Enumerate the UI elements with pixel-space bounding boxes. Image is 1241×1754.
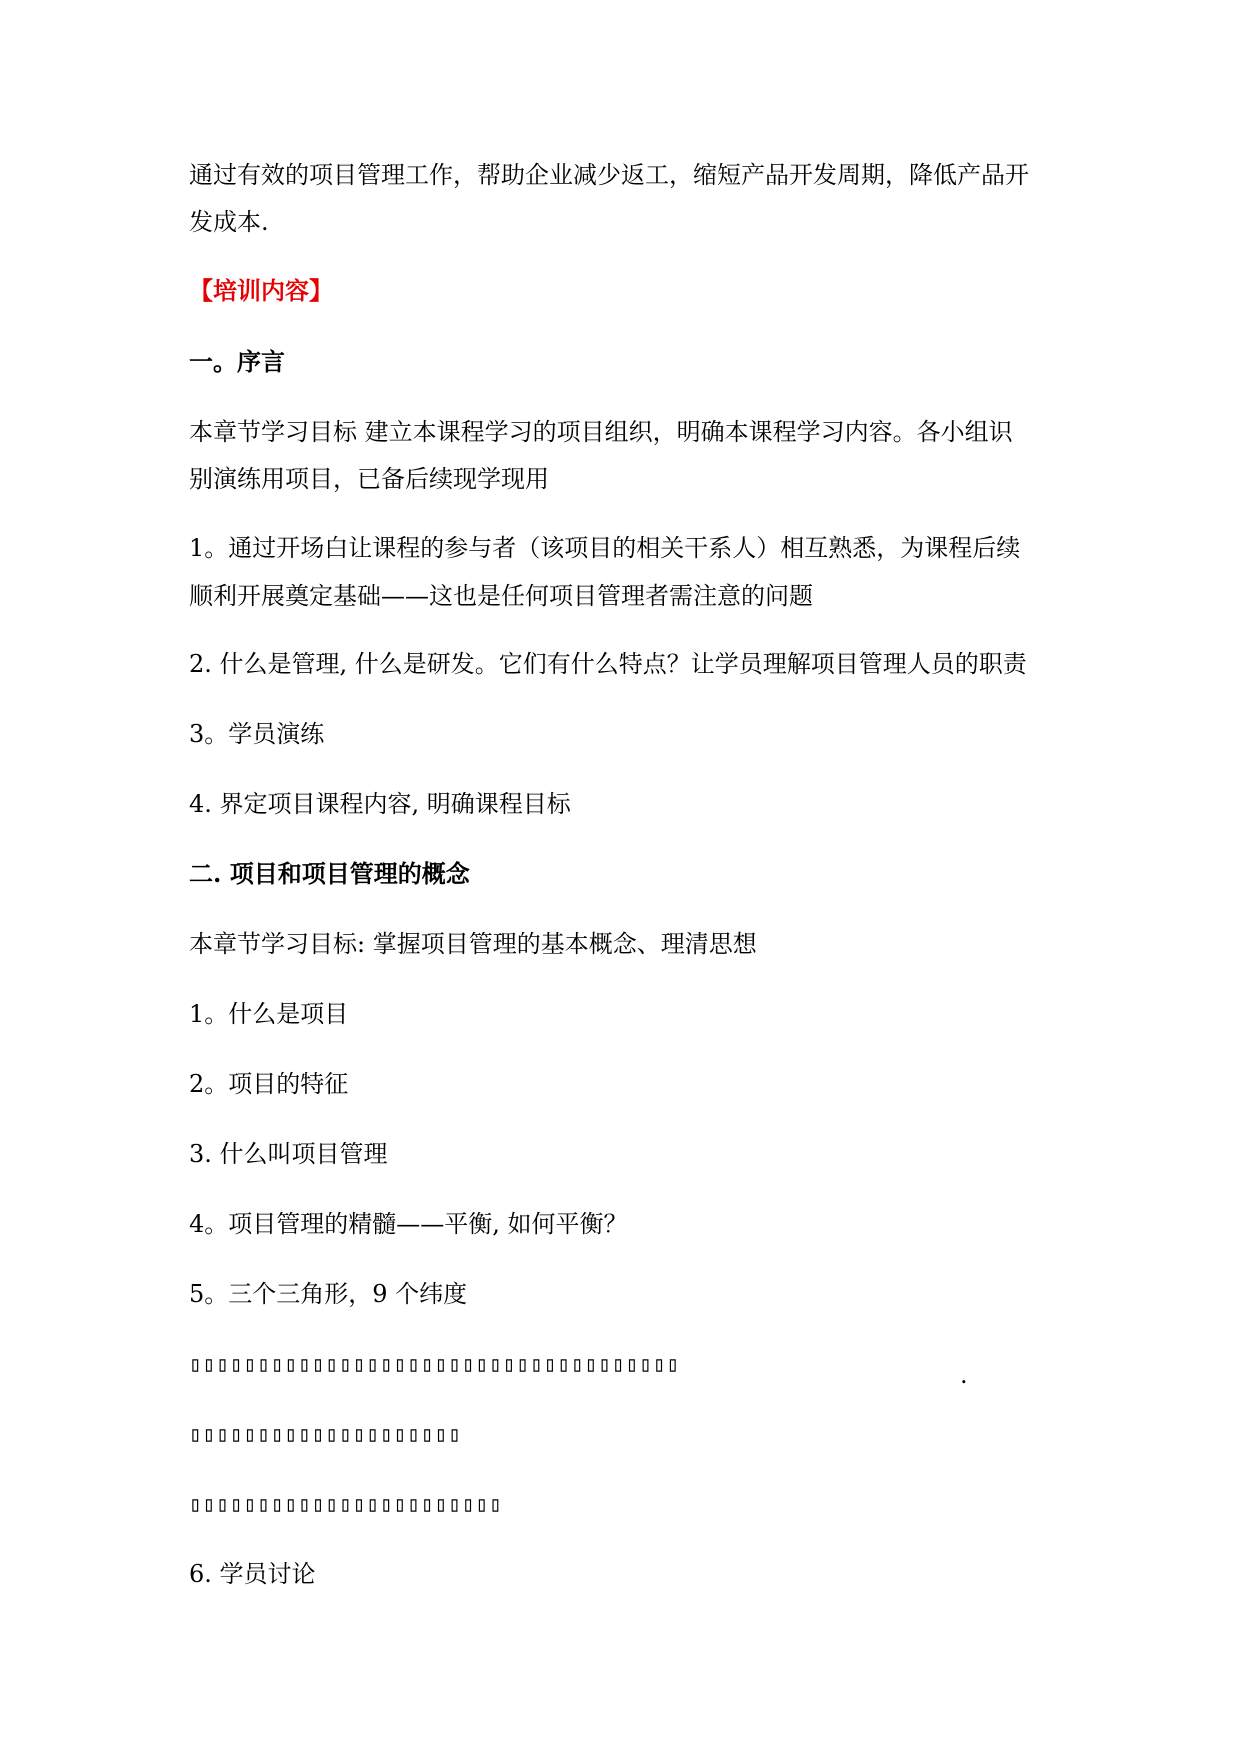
section-2-objective: 本章节学习目标: 掌握项目管理的基本概念、理清思想 (189, 930, 757, 958)
garbled-line-1-period: . (960, 1361, 968, 1389)
garbled-text-line-3: ▯▯▯▯▯▯▯▯▯▯▯▯▯▯▯▯▯▯▯▯▯▯▯ (189, 1492, 503, 1516)
section-2-item-6: 6. 学员讨论 (189, 1560, 316, 1588)
garbled-text-line-1: ▯▯▯▯▯▯▯▯▯▯▯▯▯▯▯▯▯▯▯▯▯▯▯▯▯▯▯▯▯▯▯▯▯▯▯▯ (189, 1352, 681, 1376)
section-1-objective-line-2: 别演练用项目，已备后续现学现用 (189, 465, 549, 493)
section-2-title: 二. 项目和项目管理的概念 (189, 859, 470, 888)
section-1-item-3: 3。学员演练 (189, 720, 325, 748)
section-2-item-5: 5。三个三角形，9 个纬度 (189, 1280, 468, 1308)
section-1-item-1-line-2: 顺利开展奠定基础——这也是任何项目管理者需注意的问题 (189, 582, 813, 610)
section-2-item-2: 2。项目的特征 (189, 1070, 349, 1098)
section-1-objective-line-1: 本章节学习目标 建立本课程学习的项目组织，明确本课程学习内容。各小组识 (189, 418, 1013, 446)
section-2-item-3: 3. 什么叫项目管理 (189, 1140, 388, 1168)
section-1-item-2: 2. 什么是管理, 什么是研发。它们有什么特点？让学员理解项目管理人员的职责 (189, 650, 1027, 678)
garbled-text-line-2: ▯▯▯▯▯▯▯▯▯▯▯▯▯▯▯▯▯▯▯▯ (189, 1422, 462, 1446)
intro-line-1: 通过有效的项目管理工作，帮助企业减少返工，缩短产品开发周期，降低产品开 (189, 161, 1029, 189)
section-1-title: 一。序言 (189, 347, 285, 376)
section-2-item-1: 1。什么是项目 (189, 1000, 349, 1028)
training-content-heading: 【培训内容】 (189, 276, 333, 305)
section-1-item-4: 4. 界定项目课程内容, 明确课程目标 (189, 790, 571, 818)
section-2-item-4: 4。项目管理的精髓——平衡, 如何平衡？ (189, 1210, 628, 1238)
section-1-item-1-line-1: 1。通过开场白让课程的参与者（该项目的相关干系人）相互熟悉，为课程后续 (189, 534, 1021, 562)
intro-line-2: 发成本. (189, 208, 269, 236)
